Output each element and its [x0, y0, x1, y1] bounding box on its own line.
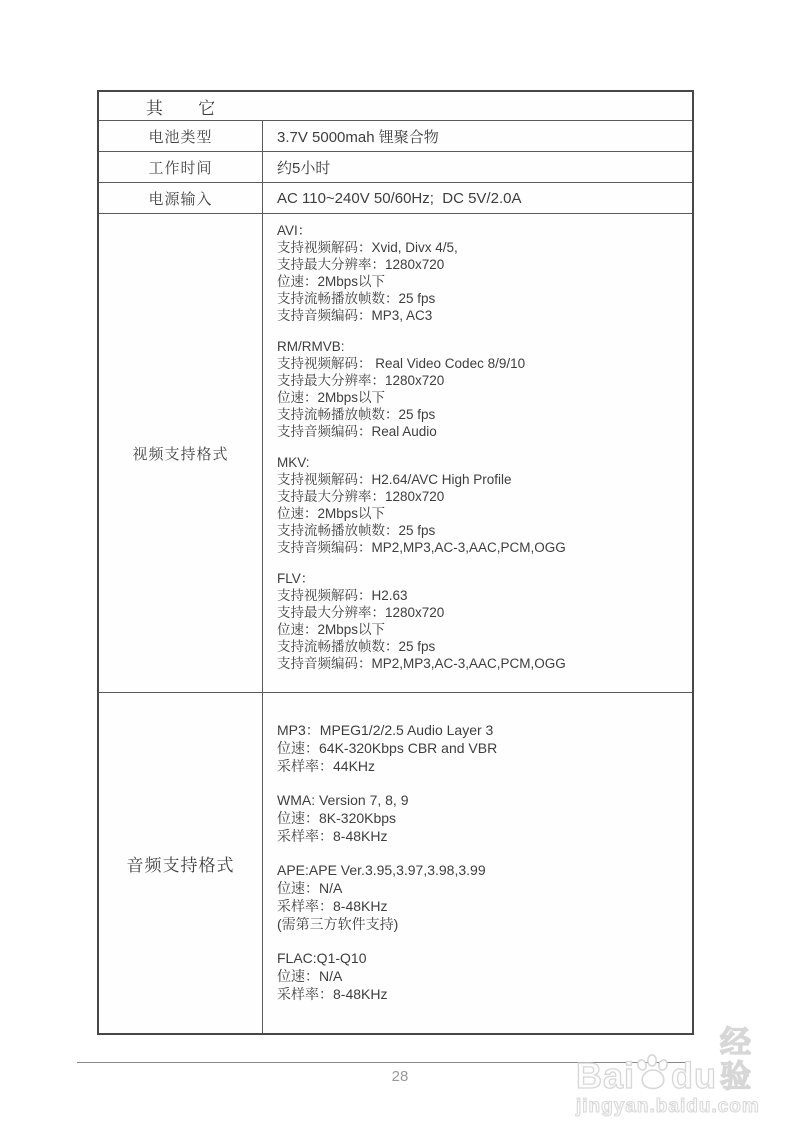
battery-type-label: 电池类型 — [99, 121, 263, 151]
spec-line: 支持视频解码：H2.64/AVC High Profile — [277, 472, 512, 487]
spec-line: WMA: Version 7, 8, 9 — [277, 792, 409, 808]
watermark-url: jingyan.baidu.com — [576, 1096, 760, 1117]
spec-line: FLV： — [277, 571, 315, 586]
format-block — [277, 338, 686, 440]
spec-line: AVI： — [277, 223, 312, 238]
battery-type-value: 3.7V 5000mah 锂聚合物 — [277, 128, 439, 146]
spec-line: 支持音频编码：Real Audio — [277, 424, 437, 439]
format-block — [277, 721, 686, 775]
spec-line: RM/RMVB: — [277, 339, 345, 354]
spec-line: 支持最大分辨率：1280x720 — [277, 373, 445, 388]
power-input-label: 电源输入 — [99, 183, 263, 213]
spec-line: 支持音频编码：MP3, AC3 — [277, 308, 433, 323]
table-header-row — [99, 92, 692, 120]
format-block — [277, 949, 686, 1003]
watermark-brand-right: du — [671, 1055, 718, 1096]
spec-line: APE:APE Ver.3.95,3.97,3.98,3.99 — [277, 862, 486, 878]
page-number: 28 — [391, 1068, 409, 1085]
table-row-battery — [99, 120, 692, 151]
table-row-video-formats — [99, 213, 692, 692]
working-time-value: 约5小时 — [277, 159, 331, 177]
spec-line: MP3：MPEG1/2/2.5 Audio Layer 3 — [277, 722, 494, 738]
spec-line: 采样率：8-48KHz — [277, 828, 388, 844]
spec-line: 位速：2Mbps以下 — [277, 390, 386, 405]
spec-line: 位速：N/A — [277, 880, 343, 896]
table-row-power-input — [99, 182, 692, 213]
spec-line: MKV: — [277, 455, 310, 470]
format-block — [277, 570, 686, 672]
spec-line: 支持最大分辨率：1280x720 — [277, 257, 445, 272]
spec-line: 采样率：8-48KHz — [277, 898, 388, 914]
video-formats-label: 视频支持格式 — [99, 214, 263, 692]
video-formats-content — [263, 214, 692, 692]
spec-line: (需第三方软件支持) — [277, 916, 399, 932]
spec-line: 支持流畅播放帧数：25 fps — [277, 523, 436, 538]
spec-line: 支持流畅播放帧数：25 fps — [277, 291, 436, 306]
audio-formats-content — [263, 693, 692, 1033]
spec-line: 位速：2Mbps以下 — [277, 274, 386, 289]
table-row-working-time — [99, 151, 692, 182]
spec-line: 采样率：8-48KHz — [277, 986, 388, 1002]
table-row-audio-formats — [99, 692, 692, 1033]
spec-line: 位速：8K-320Kbps — [277, 810, 397, 826]
spec-line: 采样率：44KHz — [277, 758, 376, 774]
spec-line: 位速：2Mbps以下 — [277, 506, 386, 521]
spec-line: 支持流畅播放帧数：25 fps — [277, 407, 436, 422]
spec-line: 支持视频解码：H2.63 — [277, 588, 408, 603]
spec-line: 支持最大分辨率：1280x720 — [277, 489, 445, 504]
paw-print-icon — [633, 1053, 673, 1098]
power-input-value: AC 110~240V 50/60Hz; DC 5V/2.0A — [277, 189, 522, 207]
spec-line: 支持音频编码：MP2,MP3,AC-3,AAC,PCM,OGG — [277, 656, 566, 671]
audio-formats-label: 音频支持格式 — [99, 693, 263, 1033]
spec-line: 位速：N/A — [277, 968, 343, 984]
format-block — [277, 791, 686, 845]
watermark-brand-left: Bai — [576, 1055, 636, 1096]
spec-line: 支持最大分辨率：1280x720 — [277, 605, 445, 620]
working-time-label: 工作时间 — [99, 152, 263, 182]
spec-table — [97, 90, 694, 1035]
format-block — [277, 454, 686, 556]
spec-line: 支持视频解码： Real Video Codec 8/9/10 — [277, 356, 526, 371]
spec-line: 支持音频编码：MP2,MP3,AC-3,AAC,PCM,OGG — [277, 540, 566, 555]
spec-line: 位速：2Mbps以下 — [277, 622, 386, 637]
format-block — [277, 222, 686, 324]
watermark-brand-cjk: 经验 — [720, 1025, 754, 1094]
spec-line: FLAC:Q1-Q10 — [277, 950, 367, 966]
format-block — [277, 861, 686, 933]
baidu-jingyan-watermark — [576, 1026, 776, 1118]
table-header-title: 其 它 — [145, 98, 217, 118]
spec-line: 位速：64K-320Kbps CBR and VBR — [277, 740, 498, 756]
spec-line: 支持流畅播放帧数：25 fps — [277, 639, 436, 654]
spec-line: 支持视频解码：Xvid, Divx 4/5, — [277, 240, 458, 255]
watermark-brand-row — [576, 1026, 776, 1094]
